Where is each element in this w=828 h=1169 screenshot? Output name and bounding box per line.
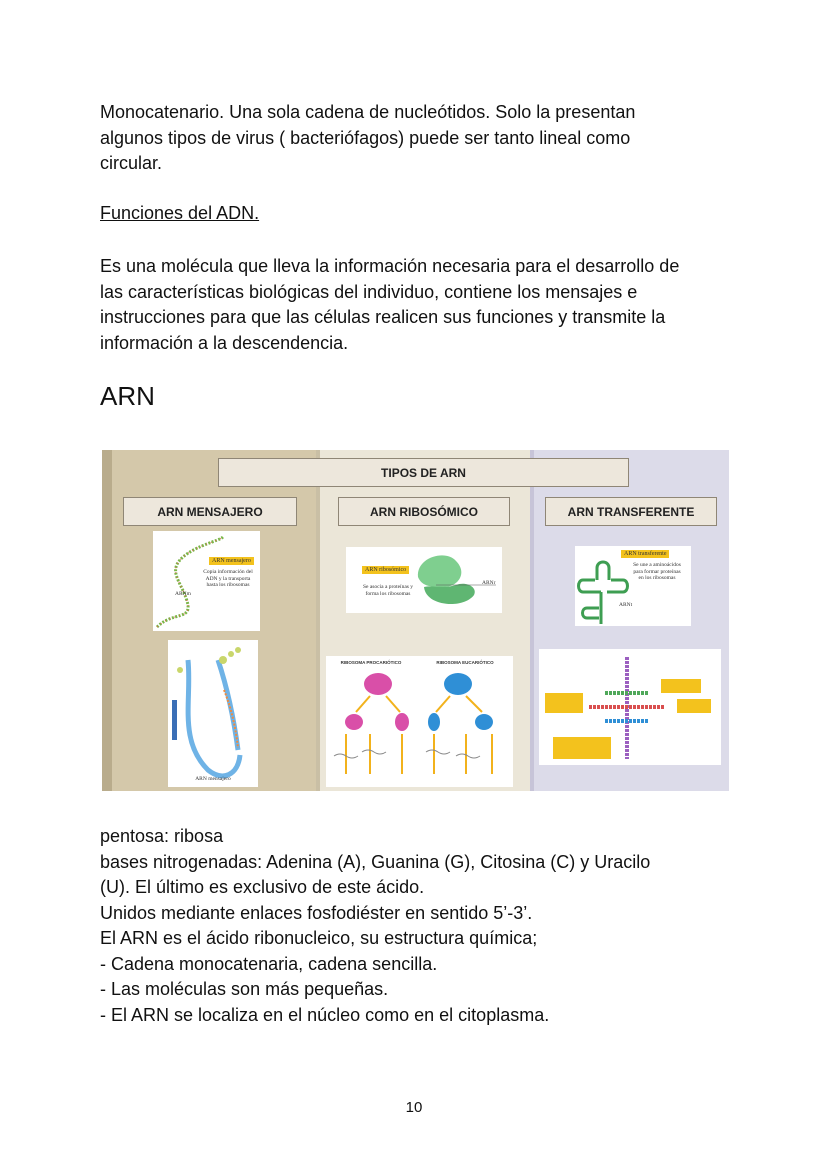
label-arn-mensajero: ARN MENSAJERO (123, 497, 297, 526)
paragraph-funciones (100, 254, 760, 356)
text-line: bases nitrogenadas: Adenina (A), Guanina (G), Citosina (C) y Uracilo (100, 851, 651, 872)
text-line: algunos tipos de virus ( bacteriófagos) puede ser tanto lineal como (100, 127, 631, 148)
mrna-caption (197, 569, 259, 589)
text-line: Unidos mediante enlaces fosfodiéster en sentido 5’-3’. (100, 902, 533, 923)
tag-arn-ribosomico: ARN ribosómico (362, 566, 409, 574)
trna-structure-illustration (539, 649, 721, 765)
label-arnr: ARNr (482, 580, 496, 586)
caption-line: forma los ribosomas (365, 590, 411, 597)
trna-detail-panel (539, 649, 721, 765)
caption-line: hasta los ribosomas (206, 582, 250, 588)
tag-arn-transferente: ARN transferente (621, 550, 669, 558)
label-arn-ribosomico: ARN RIBOSÓMICO (338, 497, 510, 526)
label-ribosoma-eucariotico: RIBOSOMA EUCARIÓTICO (436, 660, 494, 665)
rrna-caption (354, 584, 422, 597)
trna-caption (625, 562, 689, 582)
label-arn-transferente: ARN TRANSFERENTE (545, 497, 717, 526)
text-line: las características biológicas del individuo, contiene los mensajes e (100, 281, 638, 302)
ribosome-illustration (346, 547, 502, 613)
text-line: (U). El último es exclusivo de este ácido. (100, 877, 425, 897)
mrna-detail-panel (168, 640, 258, 787)
text-line: pentosa: ribosa (100, 826, 224, 846)
subheading-funciones-adn: Funciones del ADN. (100, 203, 260, 223)
caption-line: Se une a aminoácidos (633, 562, 681, 568)
tag-arn-mensajero: ARN mensajero (209, 557, 254, 565)
trna-panel (575, 546, 691, 626)
text-line: - El ARN se localiza en el núcleo como en el citoplasma. (100, 1004, 550, 1025)
figure-title-box: TIPOS DE ARN (218, 458, 629, 487)
rrna-panel (346, 547, 502, 613)
text-line: instrucciones para que las células realicen sus funciones y transmite la (100, 307, 666, 327)
text-line: Es una molécula que lleva la información necesaria para el desarrollo de (100, 256, 680, 276)
caption-line: Copia información del (203, 569, 253, 575)
text-line: - Las moléculas son más pequeñas. (100, 979, 389, 999)
text-line: - Cadena monocatenaria, cadena sencilla. (100, 953, 438, 974)
label-ribosoma-procariotico: RIBOSOMA PROCARIÓTICO (340, 660, 402, 665)
text-line: El ARN es el ácido ribonucleico, su estructura química; (100, 928, 538, 948)
caption-line: Se asocia a proteínas y (362, 584, 414, 590)
text-line: circular. (100, 153, 163, 173)
ribosome-types-panel (326, 656, 513, 787)
text-line: información a la descendencia. (100, 332, 349, 353)
paragraph-monocatenario (100, 100, 760, 177)
tipos-arn-figure (102, 450, 729, 791)
mrna-lower-caption: ARN mensajero (195, 776, 231, 782)
section-heading-arn: ARN (100, 381, 155, 411)
caption-line: en los ribosomas (638, 575, 676, 581)
ribosome-subunits-illustration (326, 656, 513, 787)
label-arnt: ARNt (619, 602, 633, 608)
caption-line: ADN y la transporta (205, 575, 251, 582)
paragraph-estructura-arn (100, 824, 760, 1028)
label-arnm: ARNm (175, 591, 191, 597)
text-line: Monocatenario. Una sola cadena de nucleótidos. Solo la presentan (100, 102, 636, 122)
mrna-transcription-illustration (168, 640, 258, 787)
mrna-panel (153, 531, 260, 631)
caption-line: para formar proteínas (633, 568, 681, 575)
trna-cloverleaf-illustration (575, 546, 691, 626)
page-number: 10 (405, 1099, 423, 1116)
